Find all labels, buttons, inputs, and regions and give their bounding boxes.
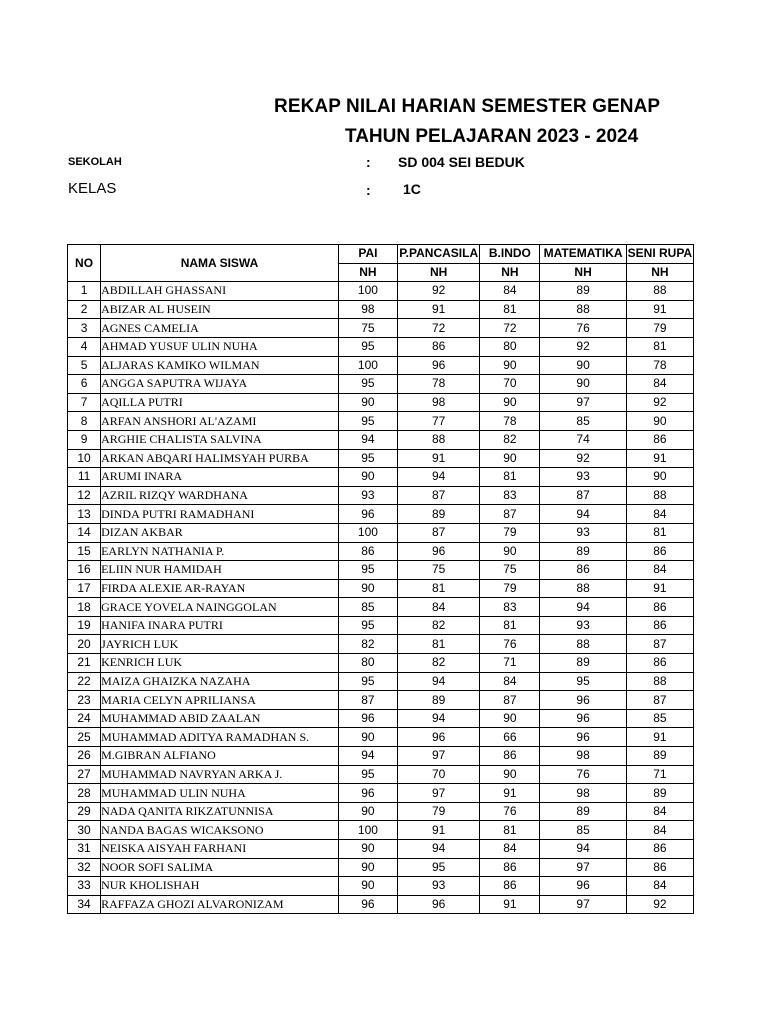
score-matematika: 89 [540, 282, 626, 301]
score-matematika: 96 [540, 709, 626, 728]
score-bindo: 83 [480, 598, 540, 617]
score-matematika: 96 [540, 691, 626, 710]
score-seni-rupa: 87 [626, 691, 693, 710]
score-pancasila: 86 [398, 337, 480, 356]
score-seni-rupa: 91 [626, 579, 693, 598]
score-bindo: 91 [480, 895, 540, 914]
header-nh-seni-rupa: NH [626, 263, 693, 282]
score-pai: 90 [338, 802, 397, 821]
student-name: EARLYN NATHANIA P. [101, 542, 339, 561]
student-name: ARFAN ANSHORI AL'AZAMI [101, 412, 339, 431]
score-matematika: 85 [540, 412, 626, 431]
score-matematika: 76 [540, 765, 626, 784]
row-number: 25 [68, 728, 101, 747]
score-matematika: 89 [540, 542, 626, 561]
table-row [68, 393, 694, 412]
score-pancasila: 78 [398, 375, 480, 394]
score-seni-rupa: 79 [626, 319, 693, 338]
row-number: 8 [68, 412, 101, 431]
score-pancasila: 87 [398, 523, 480, 542]
score-bindo: 79 [480, 523, 540, 542]
student-name: MARIA CELYN APRILIANSA [101, 691, 339, 710]
grades-body [68, 282, 694, 914]
row-number: 12 [68, 486, 101, 505]
score-bindo: 90 [480, 542, 540, 561]
score-pai: 100 [338, 821, 397, 840]
student-name: MAIZA GHAIZKA NAZAHA [101, 672, 339, 691]
table-row [68, 468, 694, 487]
score-seni-rupa: 92 [626, 895, 693, 914]
score-pancasila: 91 [398, 821, 480, 840]
student-name: HANIFA INARA PUTRI [101, 616, 339, 635]
table-row [68, 709, 694, 728]
score-pancasila: 91 [398, 449, 480, 468]
table-row [68, 840, 694, 859]
table-row [68, 616, 694, 635]
score-pancasila: 89 [398, 505, 480, 524]
student-name: FIRDA ALEXIE AR-RAYAN [101, 579, 339, 598]
score-bindo: 82 [480, 430, 540, 449]
table-row [68, 635, 694, 654]
score-bindo: 75 [480, 561, 540, 580]
score-seni-rupa: 90 [626, 412, 693, 431]
row-number: 3 [68, 319, 101, 338]
row-number: 15 [68, 542, 101, 561]
student-name: NEISKA AISYAH FARHANI [101, 840, 339, 859]
row-number: 20 [68, 635, 101, 654]
header-nh-pancasila: NH [398, 263, 480, 282]
score-pai: 95 [338, 412, 397, 431]
score-bindo: 87 [480, 691, 540, 710]
student-name: ELIIN NUR HAMIDAH [101, 561, 339, 580]
score-pancasila: 88 [398, 430, 480, 449]
table-row [68, 821, 694, 840]
score-pai: 96 [338, 895, 397, 914]
row-number: 11 [68, 468, 101, 487]
score-bindo: 78 [480, 412, 540, 431]
score-pai: 90 [338, 579, 397, 598]
header-subject-matematika: MATEMATIKA [540, 245, 626, 264]
score-pai: 90 [338, 877, 397, 896]
score-pai: 87 [338, 691, 397, 710]
score-seni-rupa: 86 [626, 616, 693, 635]
score-matematika: 92 [540, 337, 626, 356]
row-number: 2 [68, 300, 101, 319]
score-matematika: 92 [540, 449, 626, 468]
score-matematika: 94 [540, 505, 626, 524]
row-number: 13 [68, 505, 101, 524]
score-bindo: 76 [480, 635, 540, 654]
score-bindo: 84 [480, 672, 540, 691]
score-seni-rupa: 91 [626, 728, 693, 747]
table-row [68, 542, 694, 561]
score-bindo: 86 [480, 877, 540, 896]
score-pai: 95 [338, 337, 397, 356]
score-matematika: 88 [540, 635, 626, 654]
score-bindo: 87 [480, 505, 540, 524]
score-pai: 95 [338, 672, 397, 691]
score-bindo: 79 [480, 579, 540, 598]
table-row [68, 895, 694, 914]
grades-table [67, 244, 694, 914]
row-number: 27 [68, 765, 101, 784]
score-pai: 95 [338, 375, 397, 394]
student-name: ABDILLAH GHASSANI [101, 282, 339, 301]
score-pai: 100 [338, 523, 397, 542]
row-number: 28 [68, 784, 101, 803]
score-seni-rupa: 84 [626, 802, 693, 821]
score-pancasila: 95 [398, 858, 480, 877]
table-row [68, 877, 694, 896]
score-pai: 85 [338, 598, 397, 617]
table-row [68, 319, 694, 338]
table-row [68, 728, 694, 747]
table-row [68, 747, 694, 766]
score-pai: 90 [338, 858, 397, 877]
student-name: AQILLA PUTRI [101, 393, 339, 412]
student-name: ARGHIE CHALISTA SALVINA [101, 430, 339, 449]
row-number: 23 [68, 691, 101, 710]
student-name: RAFFAZA GHOZI ALVARONIZAM [101, 895, 339, 914]
score-matematika: 86 [540, 561, 626, 580]
score-matematika: 93 [540, 468, 626, 487]
table-row [68, 765, 694, 784]
score-bindo: 76 [480, 802, 540, 821]
score-matematika: 74 [540, 430, 626, 449]
score-bindo: 90 [480, 765, 540, 784]
score-seni-rupa: 71 [626, 765, 693, 784]
row-number: 9 [68, 430, 101, 449]
score-bindo: 80 [480, 337, 540, 356]
score-seni-rupa: 84 [626, 561, 693, 580]
table-row [68, 486, 694, 505]
student-name: ABIZAR AL HUSEIN [101, 300, 339, 319]
header-subject-pai: PAI [338, 245, 397, 264]
student-name: ALJARAS KAMIKO WILMAN [101, 356, 339, 375]
score-pai: 86 [338, 542, 397, 561]
score-seni-rupa: 84 [626, 505, 693, 524]
score-matematika: 93 [540, 616, 626, 635]
row-number: 31 [68, 840, 101, 859]
score-pai: 90 [338, 393, 397, 412]
score-matematika: 98 [540, 747, 626, 766]
header-nh-matematika: NH [540, 263, 626, 282]
table-row [68, 356, 694, 375]
score-pai: 90 [338, 728, 397, 747]
score-bindo: 70 [480, 375, 540, 394]
score-pancasila: 98 [398, 393, 480, 412]
header-subject-bindo: B.INDO [480, 245, 540, 264]
score-pancasila: 97 [398, 784, 480, 803]
score-matematika: 96 [540, 877, 626, 896]
score-pai: 96 [338, 505, 397, 524]
score-matematika: 97 [540, 858, 626, 877]
score-bindo: 90 [480, 393, 540, 412]
row-number: 17 [68, 579, 101, 598]
score-pancasila: 87 [398, 486, 480, 505]
score-pai: 95 [338, 561, 397, 580]
score-seni-rupa: 90 [626, 468, 693, 487]
score-pai: 90 [338, 468, 397, 487]
score-bindo: 81 [480, 300, 540, 319]
score-bindo: 84 [480, 840, 540, 859]
score-pancasila: 93 [398, 877, 480, 896]
score-matematika: 93 [540, 523, 626, 542]
score-seni-rupa: 86 [626, 542, 693, 561]
score-pancasila: 75 [398, 561, 480, 580]
score-bindo: 90 [480, 449, 540, 468]
student-name: MUHAMMAD NAVRYAN ARKA J. [101, 765, 339, 784]
row-number: 18 [68, 598, 101, 617]
score-matematika: 94 [540, 840, 626, 859]
header-subject-pancasila: P.PANCASILA [398, 245, 480, 264]
score-seni-rupa: 89 [626, 747, 693, 766]
score-pancasila: 94 [398, 672, 480, 691]
row-number: 14 [68, 523, 101, 542]
student-name: NUR KHOLISHAH [101, 877, 339, 896]
score-bindo: 90 [480, 356, 540, 375]
score-seni-rupa: 86 [626, 598, 693, 617]
score-seni-rupa: 86 [626, 840, 693, 859]
score-matematika: 85 [540, 821, 626, 840]
score-seni-rupa: 84 [626, 821, 693, 840]
row-number: 6 [68, 375, 101, 394]
table-row [68, 449, 694, 468]
student-name: NANDA BAGAS WICAKSONO [101, 821, 339, 840]
student-name: ARUMI INARA [101, 468, 339, 487]
table-row [68, 337, 694, 356]
kelas-colon: : [366, 182, 371, 198]
score-pancasila: 94 [398, 840, 480, 859]
student-name: AZRIL RIZQY WARDHANA [101, 486, 339, 505]
document-title: REKAP NILAI HARIAN SEMESTER GENAP [274, 96, 661, 117]
student-name: ANGGA SAPUTRA WIJAYA [101, 375, 339, 394]
score-pai: 95 [338, 765, 397, 784]
student-name: KENRICH LUK [101, 654, 339, 673]
score-seni-rupa: 91 [626, 300, 693, 319]
score-pancasila: 91 [398, 300, 480, 319]
score-pancasila: 82 [398, 654, 480, 673]
score-pai: 82 [338, 635, 397, 654]
score-pancasila: 94 [398, 709, 480, 728]
score-pancasila: 79 [398, 802, 480, 821]
student-name: MUHAMMAD ABID ZAALAN [101, 709, 339, 728]
score-seni-rupa: 88 [626, 486, 693, 505]
score-seni-rupa: 87 [626, 635, 693, 654]
table-row [68, 691, 694, 710]
score-matematika: 97 [540, 393, 626, 412]
score-bindo: 71 [480, 654, 540, 673]
score-seni-rupa: 84 [626, 375, 693, 394]
score-pai: 98 [338, 300, 397, 319]
score-seni-rupa: 88 [626, 282, 693, 301]
student-name: DINDA PUTRI RAMADHANI [101, 505, 339, 524]
score-pai: 80 [338, 654, 397, 673]
score-seni-rupa: 89 [626, 784, 693, 803]
score-seni-rupa: 85 [626, 709, 693, 728]
row-number: 26 [68, 747, 101, 766]
table-row [68, 858, 694, 877]
table-row [68, 375, 694, 394]
table-row [68, 802, 694, 821]
score-pancasila: 96 [398, 895, 480, 914]
score-bindo: 83 [480, 486, 540, 505]
score-pancasila: 82 [398, 616, 480, 635]
row-number: 32 [68, 858, 101, 877]
score-seni-rupa: 86 [626, 654, 693, 673]
score-pai: 96 [338, 709, 397, 728]
header-no: NO [68, 245, 101, 282]
score-pancasila: 97 [398, 747, 480, 766]
score-bindo: 81 [480, 821, 540, 840]
row-number: 24 [68, 709, 101, 728]
row-number: 19 [68, 616, 101, 635]
score-matematika: 88 [540, 579, 626, 598]
score-matematika: 76 [540, 319, 626, 338]
score-pancasila: 96 [398, 542, 480, 561]
score-matematika: 97 [540, 895, 626, 914]
score-pancasila: 96 [398, 356, 480, 375]
score-matematika: 94 [540, 598, 626, 617]
score-pancasila: 81 [398, 579, 480, 598]
row-number: 34 [68, 895, 101, 914]
score-bindo: 81 [480, 616, 540, 635]
row-number: 1 [68, 282, 101, 301]
score-seni-rupa: 86 [626, 858, 693, 877]
table-row [68, 412, 694, 431]
kelas-value: 1C [403, 181, 421, 197]
score-matematika: 89 [540, 654, 626, 673]
table-row [68, 430, 694, 449]
kelas-label: KELAS [68, 180, 117, 197]
score-seni-rupa: 78 [626, 356, 693, 375]
row-number: 7 [68, 393, 101, 412]
table-row [68, 505, 694, 524]
score-seni-rupa: 81 [626, 523, 693, 542]
document-subtitle: TAHUN PELAJARAN 2023 - 2024 [345, 126, 639, 147]
row-number: 29 [68, 802, 101, 821]
score-bindo: 81 [480, 468, 540, 487]
score-bindo: 86 [480, 747, 540, 766]
table-row [68, 654, 694, 673]
student-name: MUHAMMAD ADITYA RAMADHAN S. [101, 728, 339, 747]
score-seni-rupa: 91 [626, 449, 693, 468]
score-pai: 90 [338, 840, 397, 859]
student-name: AHMAD YUSUF ULIN NUHA [101, 337, 339, 356]
row-number: 30 [68, 821, 101, 840]
score-matematika: 96 [540, 728, 626, 747]
row-number: 5 [68, 356, 101, 375]
score-matematika: 87 [540, 486, 626, 505]
header-nh-bindo: NH [480, 263, 540, 282]
score-pancasila: 81 [398, 635, 480, 654]
student-name: DIZAN AKBAR [101, 523, 339, 542]
score-seni-rupa: 81 [626, 337, 693, 356]
student-name: NOOR SOFI SALIMA [101, 858, 339, 877]
score-pancasila: 92 [398, 282, 480, 301]
score-matematika: 95 [540, 672, 626, 691]
score-seni-rupa: 84 [626, 877, 693, 896]
student-name: MUHAMMAD ULIN NUHA [101, 784, 339, 803]
student-name: AGNES CAMELIA [101, 319, 339, 338]
score-pai: 100 [338, 356, 397, 375]
row-number: 22 [68, 672, 101, 691]
student-name: M.GIBRAN ALFIANO [101, 747, 339, 766]
score-pancasila: 70 [398, 765, 480, 784]
table-row [68, 561, 694, 580]
row-number: 33 [68, 877, 101, 896]
score-matematika: 90 [540, 375, 626, 394]
table-row [68, 579, 694, 598]
score-matematika: 90 [540, 356, 626, 375]
score-pai: 100 [338, 282, 397, 301]
score-bindo: 72 [480, 319, 540, 338]
student-name: GRACE YOVELA NAINGGOLAN [101, 598, 339, 617]
score-seni-rupa: 88 [626, 672, 693, 691]
score-pancasila: 84 [398, 598, 480, 617]
sekolah-value: SD 004 SEI BEDUK [398, 154, 525, 170]
score-bindo: 84 [480, 282, 540, 301]
score-pancasila: 89 [398, 691, 480, 710]
table-row [68, 784, 694, 803]
table-row [68, 300, 694, 319]
table-row [68, 598, 694, 617]
header-nh-pai: NH [338, 263, 397, 282]
score-seni-rupa: 92 [626, 393, 693, 412]
score-pai: 94 [338, 747, 397, 766]
score-matematika: 88 [540, 300, 626, 319]
score-pai: 94 [338, 430, 397, 449]
table-row [68, 672, 694, 691]
student-name: JAYRICH LUK [101, 635, 339, 654]
score-matematika: 98 [540, 784, 626, 803]
score-pai: 95 [338, 616, 397, 635]
table-row [68, 523, 694, 542]
score-pancasila: 94 [398, 468, 480, 487]
score-pai: 96 [338, 784, 397, 803]
score-bindo: 66 [480, 728, 540, 747]
score-pai: 93 [338, 486, 397, 505]
row-number: 4 [68, 337, 101, 356]
sekolah-label: SEKOLAH [68, 156, 122, 168]
table-row [68, 282, 694, 301]
sekolah-colon: : [366, 154, 371, 170]
student-name: NADA QANITA RIKZATUNNISA [101, 802, 339, 821]
row-number: 10 [68, 449, 101, 468]
header-nama-siswa: NAMA SISWA [101, 245, 339, 282]
score-pancasila: 96 [398, 728, 480, 747]
score-bindo: 86 [480, 858, 540, 877]
score-pancasila: 77 [398, 412, 480, 431]
score-bindo: 90 [480, 709, 540, 728]
score-pai: 95 [338, 449, 397, 468]
score-bindo: 91 [480, 784, 540, 803]
header-subject-seni-rupa: SENI RUPA [626, 245, 693, 264]
score-pancasila: 72 [398, 319, 480, 338]
row-number: 16 [68, 561, 101, 580]
score-pai: 75 [338, 319, 397, 338]
score-seni-rupa: 86 [626, 430, 693, 449]
student-name: ARKAN ABQARI HALIMSYAH PURBA [101, 449, 339, 468]
score-matematika: 89 [540, 802, 626, 821]
row-number: 21 [68, 654, 101, 673]
